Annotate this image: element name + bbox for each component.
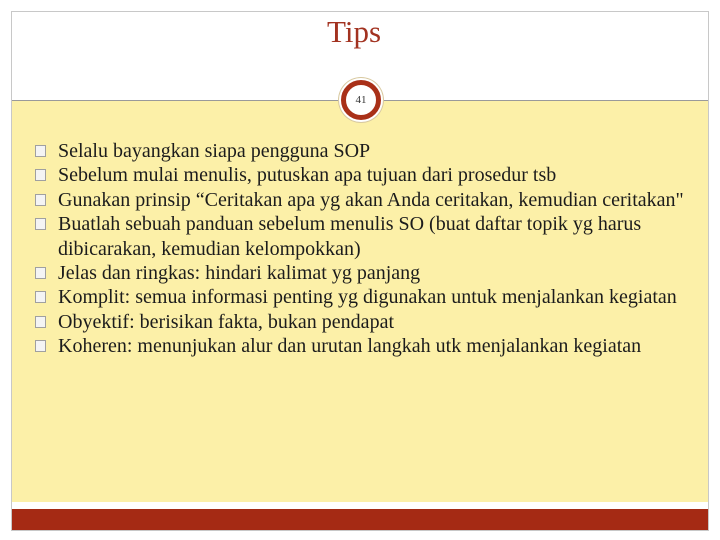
bullet-text: Selalu bayangkan siapa pengguna SOP [58,140,371,162]
square-bullet-icon [35,267,46,279]
slide-title: Tips [326,14,382,49]
bullet-text: Komplit: semua informasi penting yg digunakan untuk menjalankan kegiatan [58,286,677,309]
square-bullet-icon [35,169,46,181]
bullet-item [36,212,704,261]
bullet-item [36,163,704,187]
divider-right [383,100,708,101]
bullet-text: Gunakan prinsip “Ceritakan apa yg akan Anda ceritakan, kemudian ceritakan" [58,188,684,211]
bullet-list [36,139,704,359]
bullet-item [36,139,704,163]
bullet-item [36,261,704,285]
bullet-text: Sebelum mulai menulis, putuskan apa tujuan dari prosedur tsb [58,164,557,187]
square-bullet-icon [35,194,46,206]
bullet-item [36,285,704,309]
bullet-item [36,310,704,334]
bullet-text: Jelas dan ringkas: hindari kalimat yg panjang [58,262,421,285]
square-bullet-icon [35,218,46,230]
square-bullet-icon [35,145,46,157]
bullet-text: Koheren: menunjukan alur dan urutan langkah utk menjalankan kegiatan [58,335,642,358]
square-bullet-icon [35,291,46,303]
page-number-badge: 41 [341,80,381,120]
bullet-item [36,188,704,212]
bullet-text: Buatlah sebuah panduan sebelum menulis SO (buat daftar topik yg harus dibicarakan, kemudian kelompokkan) [58,213,642,260]
square-bullet-icon [35,340,46,352]
bullet-item [36,334,704,358]
square-bullet-icon [35,316,46,328]
divider-left [12,100,339,101]
bullet-text: Obyektif: berisikan fakta, bukan pendapat [58,310,394,333]
